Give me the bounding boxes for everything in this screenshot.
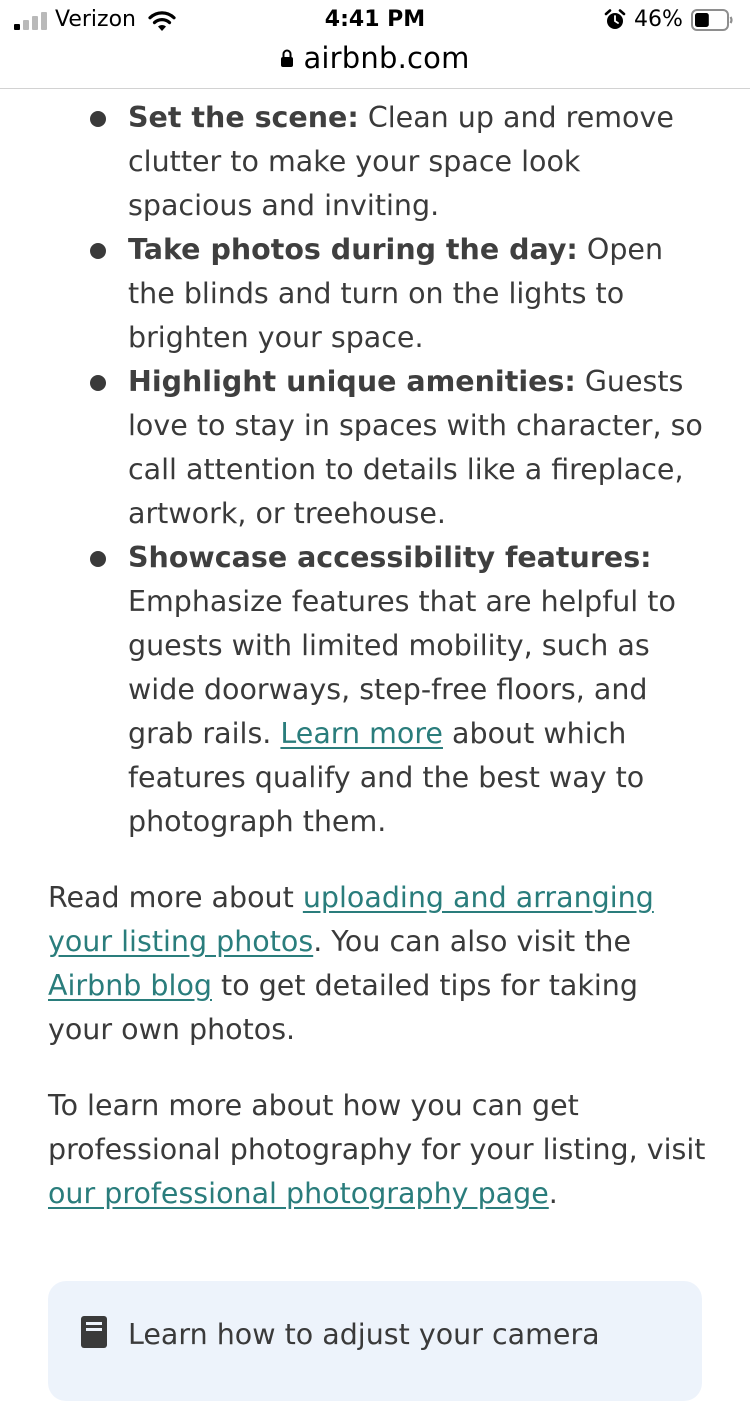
- professional-photography-paragraph: [48, 1084, 708, 1216]
- alarm-icon: [604, 9, 626, 31]
- bullet-title: Take photos during the day:: [128, 233, 578, 266]
- photo-tips-list: [0, 96, 750, 844]
- list-item: [0, 360, 750, 536]
- url-text: airbnb.com: [303, 41, 470, 75]
- lock-icon: [280, 48, 294, 68]
- list-item: [0, 96, 750, 228]
- professional-photography-link[interactable]: our professional photography page: [48, 1177, 549, 1210]
- bullet-text: Guests love to stay in spaces with character, so call attention to details like a fireplace, artwork, or treehouse.: [128, 365, 703, 530]
- paragraph-text: to get detailed tips for taking your own photos.: [48, 969, 638, 1046]
- paragraph-text: To learn more about how you can get professional photography for your listing, visit: [48, 1089, 706, 1166]
- book-icon: [80, 1315, 110, 1349]
- airbnb-blog-link[interactable]: Airbnb blog: [48, 969, 212, 1002]
- carrier-name: Verizon: [55, 7, 136, 32]
- read-more-paragraph: [48, 876, 708, 1052]
- bullet-text: about which features qualify and the best way to photograph them.: [128, 717, 645, 838]
- status-bar: [0, 0, 750, 40]
- bullet-text: Open the blinds and turn on the lights to brighten your space.: [128, 233, 664, 354]
- tip-card-text: Learn how to adjust your camera: [128, 1318, 600, 1351]
- bullet-dot: [90, 375, 106, 391]
- list-item: [0, 536, 750, 844]
- bullet-text: Clean up and remove clutter to make your space look spacious and inviting.: [128, 101, 674, 222]
- battery-icon: [691, 9, 733, 31]
- bullet-dot: [90, 243, 106, 259]
- camera-tip-card[interactable]: [48, 1281, 702, 1401]
- bullet-title: Showcase accessibility features:: [128, 541, 652, 574]
- bullet-title: Highlight unique amenities:: [128, 365, 576, 398]
- bullet-dot: [90, 551, 106, 567]
- clock-time: 4:41 PM: [324, 7, 426, 32]
- article-content: [0, 96, 750, 1216]
- paragraph-text: .: [548, 1177, 558, 1210]
- list-item: [0, 228, 750, 360]
- battery-percent: 46%: [634, 7, 683, 32]
- bullet-dot: [90, 111, 106, 127]
- bullet-text: Emphasize features that are helpful to guests with limited mobility, such as wide doorways, step-free floors, and grab rails.: [128, 585, 676, 750]
- paragraph-text: Read more about: [48, 881, 303, 914]
- uploading-photos-link[interactable]: uploading and arranging your listing photos: [48, 881, 654, 958]
- bullet-title: Set the scene:: [128, 101, 359, 134]
- learn-more-link[interactable]: Learn more: [280, 717, 443, 750]
- paragraph-text: . You can also visit the: [313, 925, 632, 958]
- browser-url-bar[interactable]: [0, 40, 750, 89]
